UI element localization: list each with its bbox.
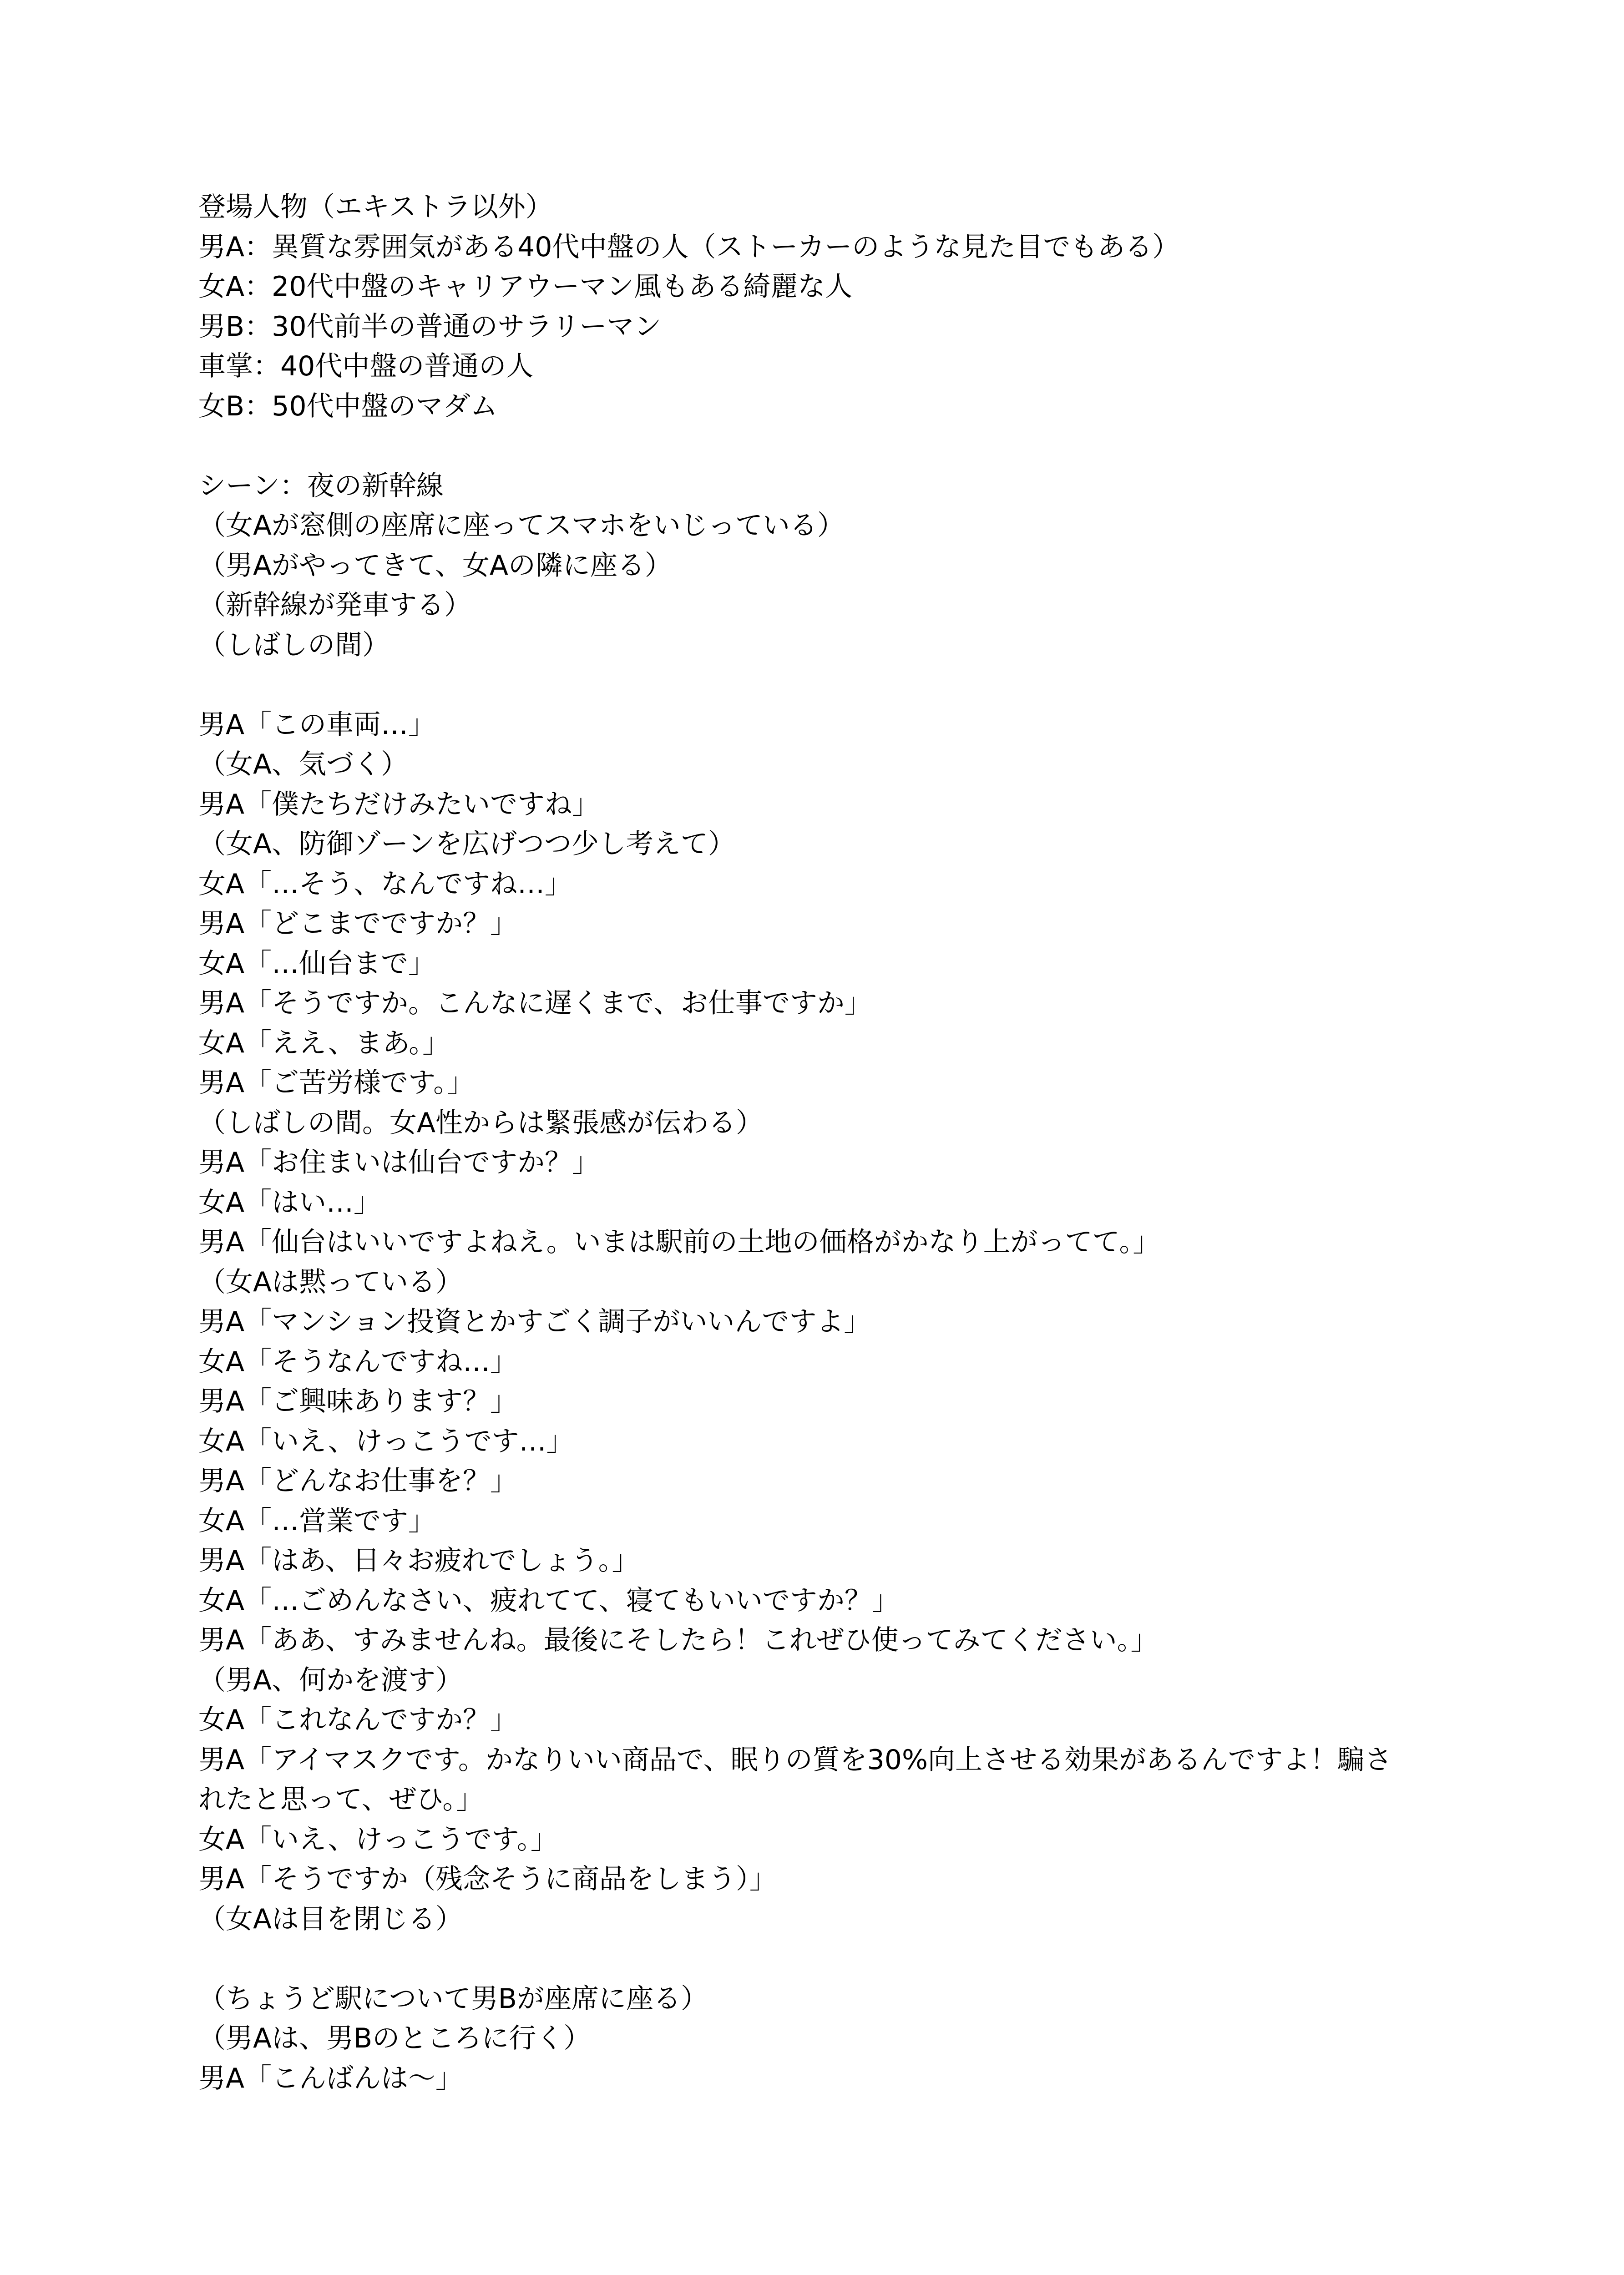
dialogue-line: 男A「僕たちだけみたいですね」 [198,788,600,820]
dialogue-line: 女A「…仙台まで」 [198,947,436,980]
character-line: 男A：異質な雰囲気がある40代中盤の人（ストーカーのような見た目でもある） [198,231,1180,263]
dialogue-line: 男A「ご苦労様です。」 [198,1067,475,1099]
character-line: 男B：30代前半の普通のサラリーマン [198,310,662,343]
dialogue-line: れたと思って、ぜひ。」 [198,1784,484,1815]
character-line: 車掌：40代中盤の普通の人 [198,350,534,382]
dialogue-line: （女A、気づく） [198,748,409,780]
dialogue-line: （女Aは黙っている） [198,1266,463,1298]
blank-line [198,665,1454,705]
dialogue-line: 男A「こんばんは〜」 [198,2062,463,2094]
dialogue-line: 女A「これなんですか？」 [198,1704,518,1736]
dialogue-line: 男A「アイマスクです。かなりいい商品で、眠りの質を30%向上させる効果があるんですよ！騙さ [198,1744,1392,1776]
dialogue-line: 女A「いえ、けっこうです。」 [198,1823,558,1855]
blank-line [198,1939,1454,1979]
dialogue-line: 女A「いえ、けっこうです…」 [198,1425,574,1457]
blank-line [198,426,1454,466]
dialogue-line: （女Aは目を閉じる） [198,1903,463,1935]
dialogue-line: 男A「ああ、すみませんね。最後にそしたら！これぜひ使ってみてください。」 [198,1624,1158,1656]
dialogue-line: 男A「仙台はいいですよねえ。いまは駅前の土地の価格がかなり上がってて。」 [198,1226,1160,1258]
dialogue-line: 男A「はあ、日々お疲れでしょう。」 [198,1545,639,1577]
dialogue-line: 女A「…営業です」 [198,1505,436,1537]
characters-heading: 登場人物（エキストラ以外） [198,191,553,223]
dialogue-line: 男A「ご興味あります？」 [198,1385,518,1417]
dialogue-line: 女A「ええ、まあ。」 [198,1027,450,1059]
dialogue-line: （ちょうど駅について男Bが座席に座る） [198,1982,708,2015]
dialogue-line: 女A「はい…」 [198,1186,381,1218]
dialogue-line: （男Aは、男Bのところに行く） [198,2022,591,2054]
stage-direction: （新幹線が発車する） [198,589,471,621]
dialogue-line: （女A、防御ゾーンを広げつつ少し考えて） [198,828,735,860]
character-line: 女A：20代中盤のキャリアウーマン風もある綺麗な人 [198,271,853,303]
dialogue-line: 男A「そうですか。こんなに遅くまで、お仕事ですか」 [198,987,872,1019]
dialogue-line: （男A、何かを渡す） [198,1664,463,1696]
character-line: 女B：50代中盤のマダム [198,390,498,422]
script-text [198,187,1454,2098]
dialogue-line: 女A「…ごめんなさい、疲れてて、寝てもいいですか？」 [198,1584,899,1617]
dialogue-line: 男A「お住まいは仙台ですか？」 [198,1147,600,1178]
stage-direction: （女Aが窓側の座席に座ってスマホをいじっている） [198,510,845,541]
dialogue-line: 男A「どこまでですか？」 [198,908,518,940]
stage-direction: （男Aがやってきて、女Aの隣に座る） [198,549,672,581]
dialogue-line: （しばしの間。女A性からは緊張感が伝わる） [198,1107,764,1139]
dialogue-line: 女A「そうなんですね…」 [198,1345,518,1378]
stage-direction: （しばしの間） [198,629,390,661]
dialogue-line: 男A「そうですか（残念そうに商品をしまう）」 [198,1863,777,1895]
dialogue-line: 男A「マンション投資とかすごく調子がいいんですよ」 [198,1306,871,1338]
dialogue-line: 女A「…そう、なんですね…」 [198,868,572,900]
scene-heading: シーン：夜の新幹線 [198,470,444,502]
dialogue-line: 男A「どんなお仕事を？」 [198,1465,518,1497]
dialogue-line: 男A「この車両…」 [198,708,436,741]
